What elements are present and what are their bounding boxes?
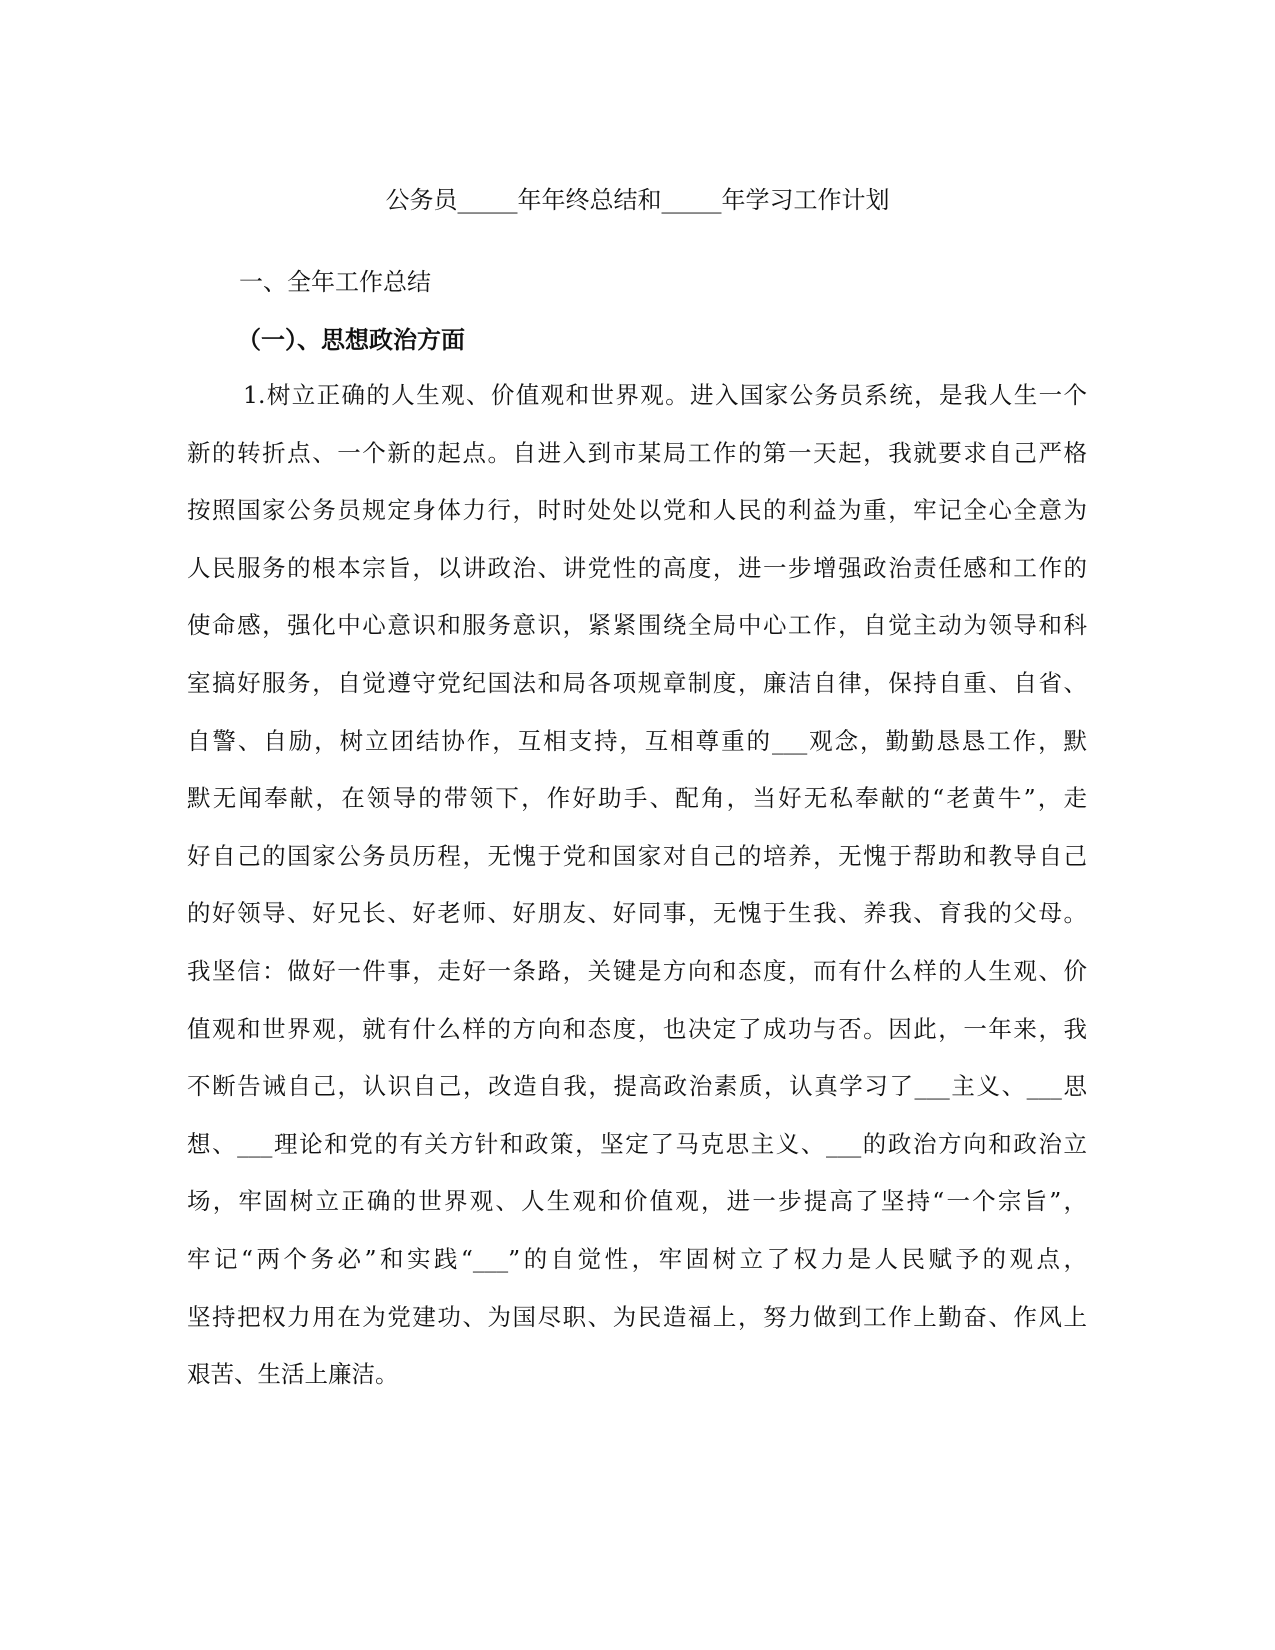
- document-title: 公务员_____年年终总结和_____年学习工作计划: [385, 186, 890, 214]
- paragraph-line: 想、___理论和党的有关方针和政策，坚定了马克思主义、___的政治方向和政治立: [187, 1129, 1087, 1158]
- paragraph-line: 默无闻奉献，在领导的带领下，作好助手、配角，当好无私奉献的“老黄牛”，走: [187, 784, 1087, 813]
- paragraph-line: 的好领导、好兄长、好老师、好朋友、好同事，无愧于生我、养我、育我的父母。: [187, 899, 1087, 928]
- paragraph-line: 按照国家公务员规定身体力行，时时处处以党和人民的利益为重，牢记全心全意为: [187, 496, 1087, 525]
- paragraph-line: 新的转折点、一个新的起点。自进入到市某局工作的第一天起，我就要求自己严格: [187, 438, 1087, 467]
- paragraph-line: 使命感，强化中心意识和服务意识，紧紧围绕全局中心工作，自觉主动为领导和科: [187, 611, 1087, 640]
- paragraph-line: 场，牢固树立正确的世界观、人生观和价值观，进一步提高了坚持“一个宗旨”，: [187, 1187, 1087, 1216]
- paragraph-line: 人民服务的根本宗旨，以讲政治、讲党性的高度，进一步增强政治责任感和工作的: [187, 553, 1087, 582]
- paragraph-line: 我坚信：做好一件事，走好一条路，关键是方向和态度，而有什么样的人生观、价: [187, 956, 1087, 985]
- paragraph-line: 值观和世界观，就有什么样的方向和态度，也决定了成功与否。因此，一年来，我: [187, 1014, 1087, 1043]
- paragraph-line: 室搞好服务，自觉遵守党纪国法和局各项规章制度，廉洁自律，保持自重、自省、: [187, 668, 1087, 697]
- body-paragraph: [187, 381, 1087, 1418]
- section-heading: 一、全年工作总结: [239, 268, 431, 296]
- paragraph-line: 不断告诫自己，认识自己，改造自我，提高政治素质，认真学习了___主义、___思: [187, 1072, 1087, 1101]
- paragraph-line: 艰苦、生活上廉洁。: [187, 1360, 399, 1389]
- paragraph-line: 1.树立正确的人生观、价值观和世界观。进入国家公务员系统，是我人生一个: [243, 381, 1087, 409]
- paragraph-line: 坚持把权力用在为党建功、为国尽职、为民造福上，努力做到工作上勤奋、作风上: [187, 1302, 1087, 1331]
- paragraph-line: 好自己的国家公务员历程，无愧于党和国家对自己的培养，无愧于帮助和教导自己: [187, 841, 1087, 870]
- paragraph-line: 自警、自励，树立团结协作，互相支持，互相尊重的___观念，勤勤恳恳工作，默: [187, 726, 1087, 755]
- sub-heading: （一）、思想政治方面: [237, 325, 465, 354]
- paragraph-line: 牢记“两个务必”和实践“___”的自觉性，牢固树立了权力是人民赋予的观点，: [187, 1244, 1087, 1273]
